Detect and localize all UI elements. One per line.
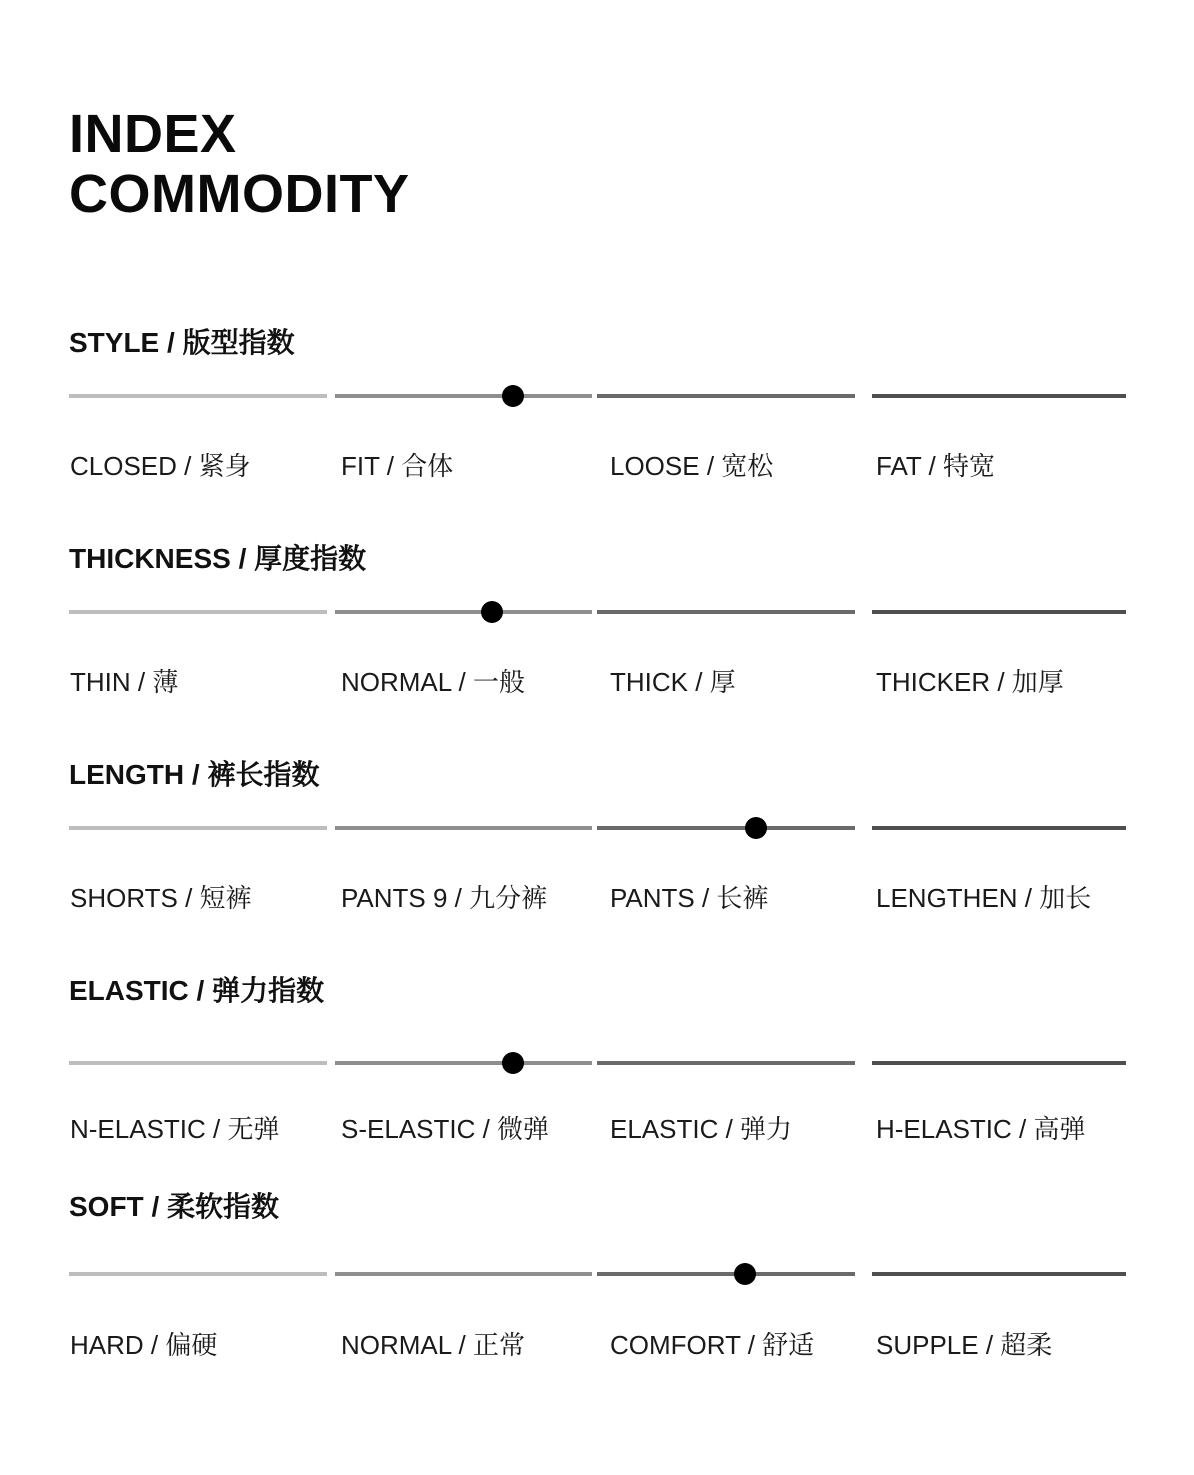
scale-label-3: LOOSE / 宽松	[610, 451, 774, 481]
scale-segment-2	[335, 1061, 592, 1065]
scale-label-2: NORMAL / 一般	[341, 667, 525, 697]
scale-segment-1	[69, 610, 327, 614]
scale-segment-2	[335, 610, 592, 614]
scale-segment-3	[597, 826, 855, 830]
scale-segment-3	[597, 394, 855, 398]
level-marker	[734, 1263, 756, 1285]
section-title-en: ELASTIC	[69, 975, 189, 1006]
level-marker	[502, 1052, 524, 1074]
scale-segment-4	[872, 394, 1126, 398]
scale-segment-3	[597, 610, 855, 614]
section-title-en: LENGTH	[69, 759, 185, 790]
section-title-en: THICKNESS	[69, 543, 231, 574]
scale-label-3: PANTS / 长裤	[610, 883, 769, 913]
section-heading: LENGTH / 裤长指数	[69, 759, 320, 790]
scale-segment-4	[872, 1272, 1126, 1276]
section-title-cn: 弹力指数	[212, 975, 325, 1006]
scale-segment-2	[335, 394, 592, 398]
index-section-thickness	[0, 542, 1194, 752]
scale-label-3: ELASTIC / 弹力	[610, 1114, 793, 1144]
section-title-en: SOFT	[69, 1191, 144, 1222]
scale-label-3: THICK / 厚	[610, 667, 736, 697]
section-title-en: STYLE	[69, 327, 160, 358]
scale-segment-4	[872, 1061, 1126, 1065]
level-marker	[502, 385, 524, 407]
section-heading: ELASTIC / 弹力指数	[69, 975, 325, 1006]
scale-segment-4	[872, 826, 1126, 830]
scale-label-4: SUPPLE / 超柔	[876, 1330, 1053, 1360]
section-heading: SOFT / 柔软指数	[69, 1191, 280, 1222]
scale-segment-1	[69, 394, 327, 398]
section-title-cn: 版型指数	[182, 327, 295, 358]
scale-label-4: H-ELASTIC / 高弹	[876, 1114, 1086, 1144]
level-marker	[745, 817, 767, 839]
index-section-length	[0, 758, 1194, 968]
scale-segment-3	[597, 1272, 855, 1276]
scale-label-1: SHORTS / 短裤	[70, 883, 252, 913]
scale-segment-1	[69, 1061, 327, 1065]
scale-segment-3	[597, 1061, 855, 1065]
section-title-cn: 厚度指数	[254, 543, 367, 574]
scale-label-3: COMFORT / 舒适	[610, 1330, 815, 1360]
index-section-soft	[0, 1190, 1194, 1400]
scale-segment-2	[335, 826, 592, 830]
scale-label-1: CLOSED / 紧身	[70, 451, 251, 481]
index-section-style	[0, 326, 1194, 536]
scale-segment-1	[69, 826, 327, 830]
scale-segment-2	[335, 1272, 592, 1276]
scale-label-4: FAT / 特宽	[876, 451, 995, 481]
page-title-line1: INDEX	[69, 104, 237, 164]
page-title	[69, 104, 409, 224]
scale-label-1: THIN / 薄	[70, 667, 179, 697]
level-marker	[481, 601, 503, 623]
index-section-elastic	[0, 974, 1194, 1184]
scale-segment-4	[872, 610, 1126, 614]
scale-label-1: HARD / 偏硬	[70, 1330, 218, 1360]
section-heading: THICKNESS / 厚度指数	[69, 543, 367, 574]
section-title-cn: 裤长指数	[207, 759, 320, 790]
section-title-cn: 柔软指数	[167, 1191, 280, 1222]
scale-label-2: PANTS 9 / 九分裤	[341, 883, 548, 913]
scale-label-4: THICKER / 加厚	[876, 667, 1064, 697]
scale-label-2: FIT / 合体	[341, 451, 454, 481]
page-title-line2: COMMODITY	[69, 164, 410, 224]
scale-label-2: NORMAL / 正常	[341, 1330, 525, 1360]
scale-label-1: N-ELASTIC / 无弹	[70, 1114, 280, 1144]
scale-label-2: S-ELASTIC / 微弹	[341, 1114, 550, 1144]
scale-label-4: LENGTHEN / 加长	[876, 883, 1092, 913]
scale-segment-1	[69, 1272, 327, 1276]
section-heading: STYLE / 版型指数	[69, 327, 295, 358]
